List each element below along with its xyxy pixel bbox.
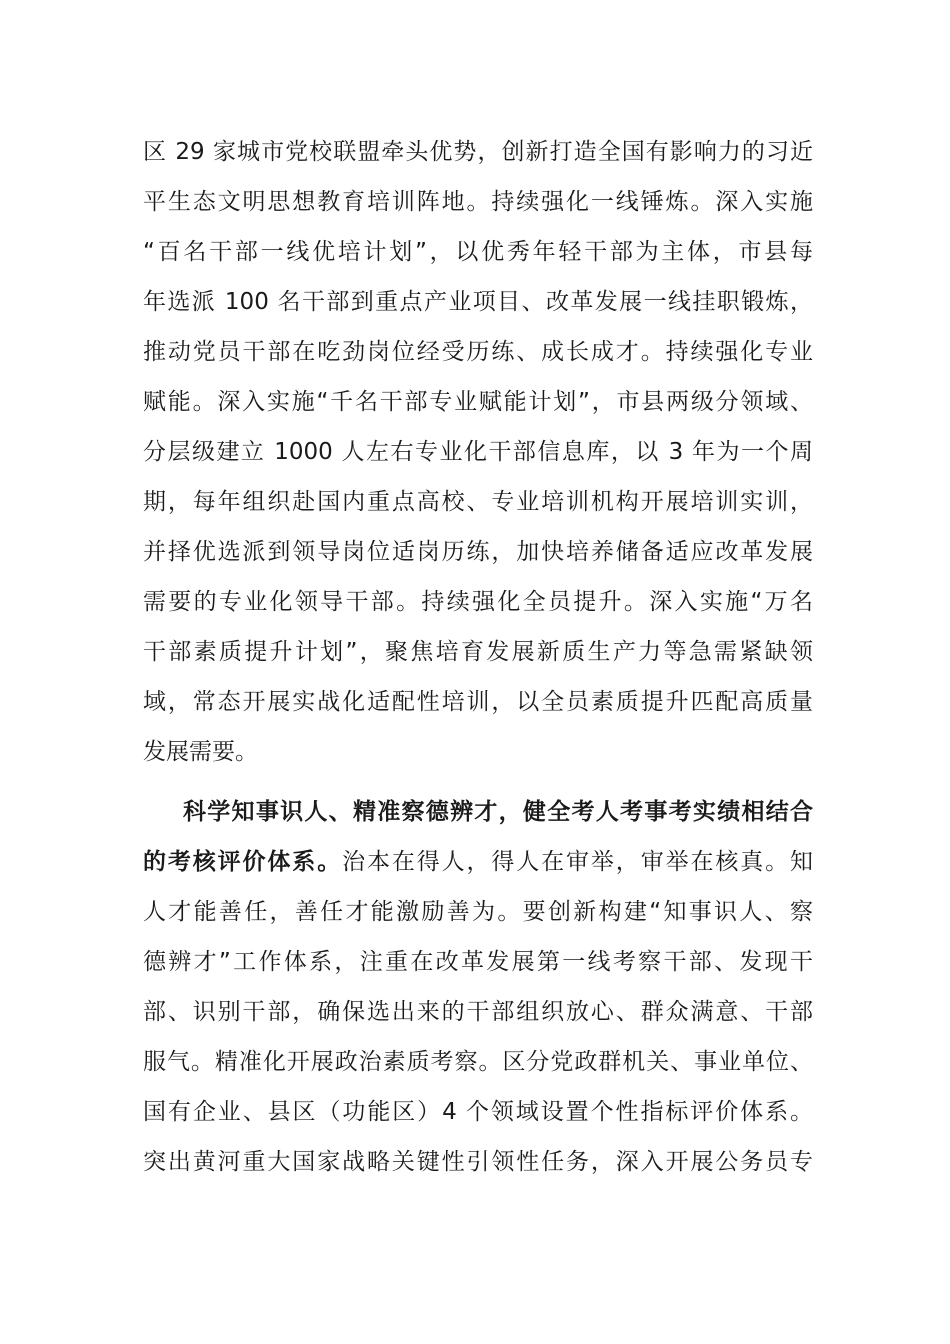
paragraph-2-line: 突出黄河重大国家战略关键性引领性任务，深入开展公务员专 xyxy=(143,1149,813,1175)
paragraph-1-line: 分层级建立 1000 人左右专业化干部信息库，以 3 年为一个周 xyxy=(143,439,813,465)
document-body xyxy=(143,127,813,1187)
paragraph-1 xyxy=(143,127,813,777)
paragraph-1-last-line: 发展需要。 xyxy=(143,739,258,765)
paragraph-1-line: 并择优选派到领导岗位适岗历练，加快培养储备适应改革发展 xyxy=(143,539,813,565)
paragraph-1-line: 平生态文明思想教育培训阵地。持续强化一线锤炼。深入实施 xyxy=(143,189,813,215)
paragraph-1-line: 推动党员干部在吃劲岗位经受历练、成长成才。持续强化专业 xyxy=(143,339,813,365)
paragraph-1-line: 域，常态开展实战化适配性培训，以全员素质提升匹配高质量 xyxy=(143,689,813,715)
paragraph-1-line: 干部素质提升计划”，聚焦培育发展新质生产力等急需紧缺领 xyxy=(143,639,813,665)
paragraph-2 xyxy=(143,787,813,1187)
section-heading-line: 科学知事识人、精准察德辨才，健全考人考事考实绩相结合 xyxy=(183,799,813,825)
paragraph-2-line: 国有企业、县区（功能区）4 个领域设置个性指标评价体系。 xyxy=(143,1099,813,1125)
section-heading-tail: 的考核评价体系。 xyxy=(143,849,343,875)
paragraph-1-line: 期，每年组织赴国内重点高校、专业培训机构开展培训实训， xyxy=(143,489,813,515)
section-heading-continuation xyxy=(143,837,813,887)
paragraph-1-line: “百名干部一线优培计划”，以优秀年轻干部为主体，市县每 xyxy=(143,239,813,265)
paragraph-gap xyxy=(143,777,813,787)
paragraph-1-line: 年选派 100 名干部到重点产业项目、改革发展一线挂职锻炼， xyxy=(143,289,813,315)
paragraph-1-line: 需要的专业化领导干部。持续强化全员提升。深入实施“万名 xyxy=(143,589,813,615)
paragraph-1-line: 区 29 家城市党校联盟牵头优势，创新打造全国有影响力的习近 xyxy=(143,139,813,165)
paragraph-2-line: 部、识别干部，确保选出来的干部组织放心、群众满意、干部 xyxy=(143,999,813,1025)
paragraph-1-line: 赋能。深入实施“千名干部专业赋能计划”，市县两级分领域、 xyxy=(143,389,813,415)
paragraph-2-line: 德辨才”工作体系，注重在改革发展第一线考察干部、发现干 xyxy=(143,949,813,975)
paragraph-2-line: 服气。精准化开展政治素质考察。区分党政群机关、事业单位、 xyxy=(143,1049,813,1075)
paragraph-2-lead-text: 治本在得人，得人在审举，审举在核真。知 xyxy=(342,849,814,875)
paragraph-2-line: 人才能善任，善任才能激励善为。要创新构建“知事识人、察 xyxy=(143,899,813,925)
